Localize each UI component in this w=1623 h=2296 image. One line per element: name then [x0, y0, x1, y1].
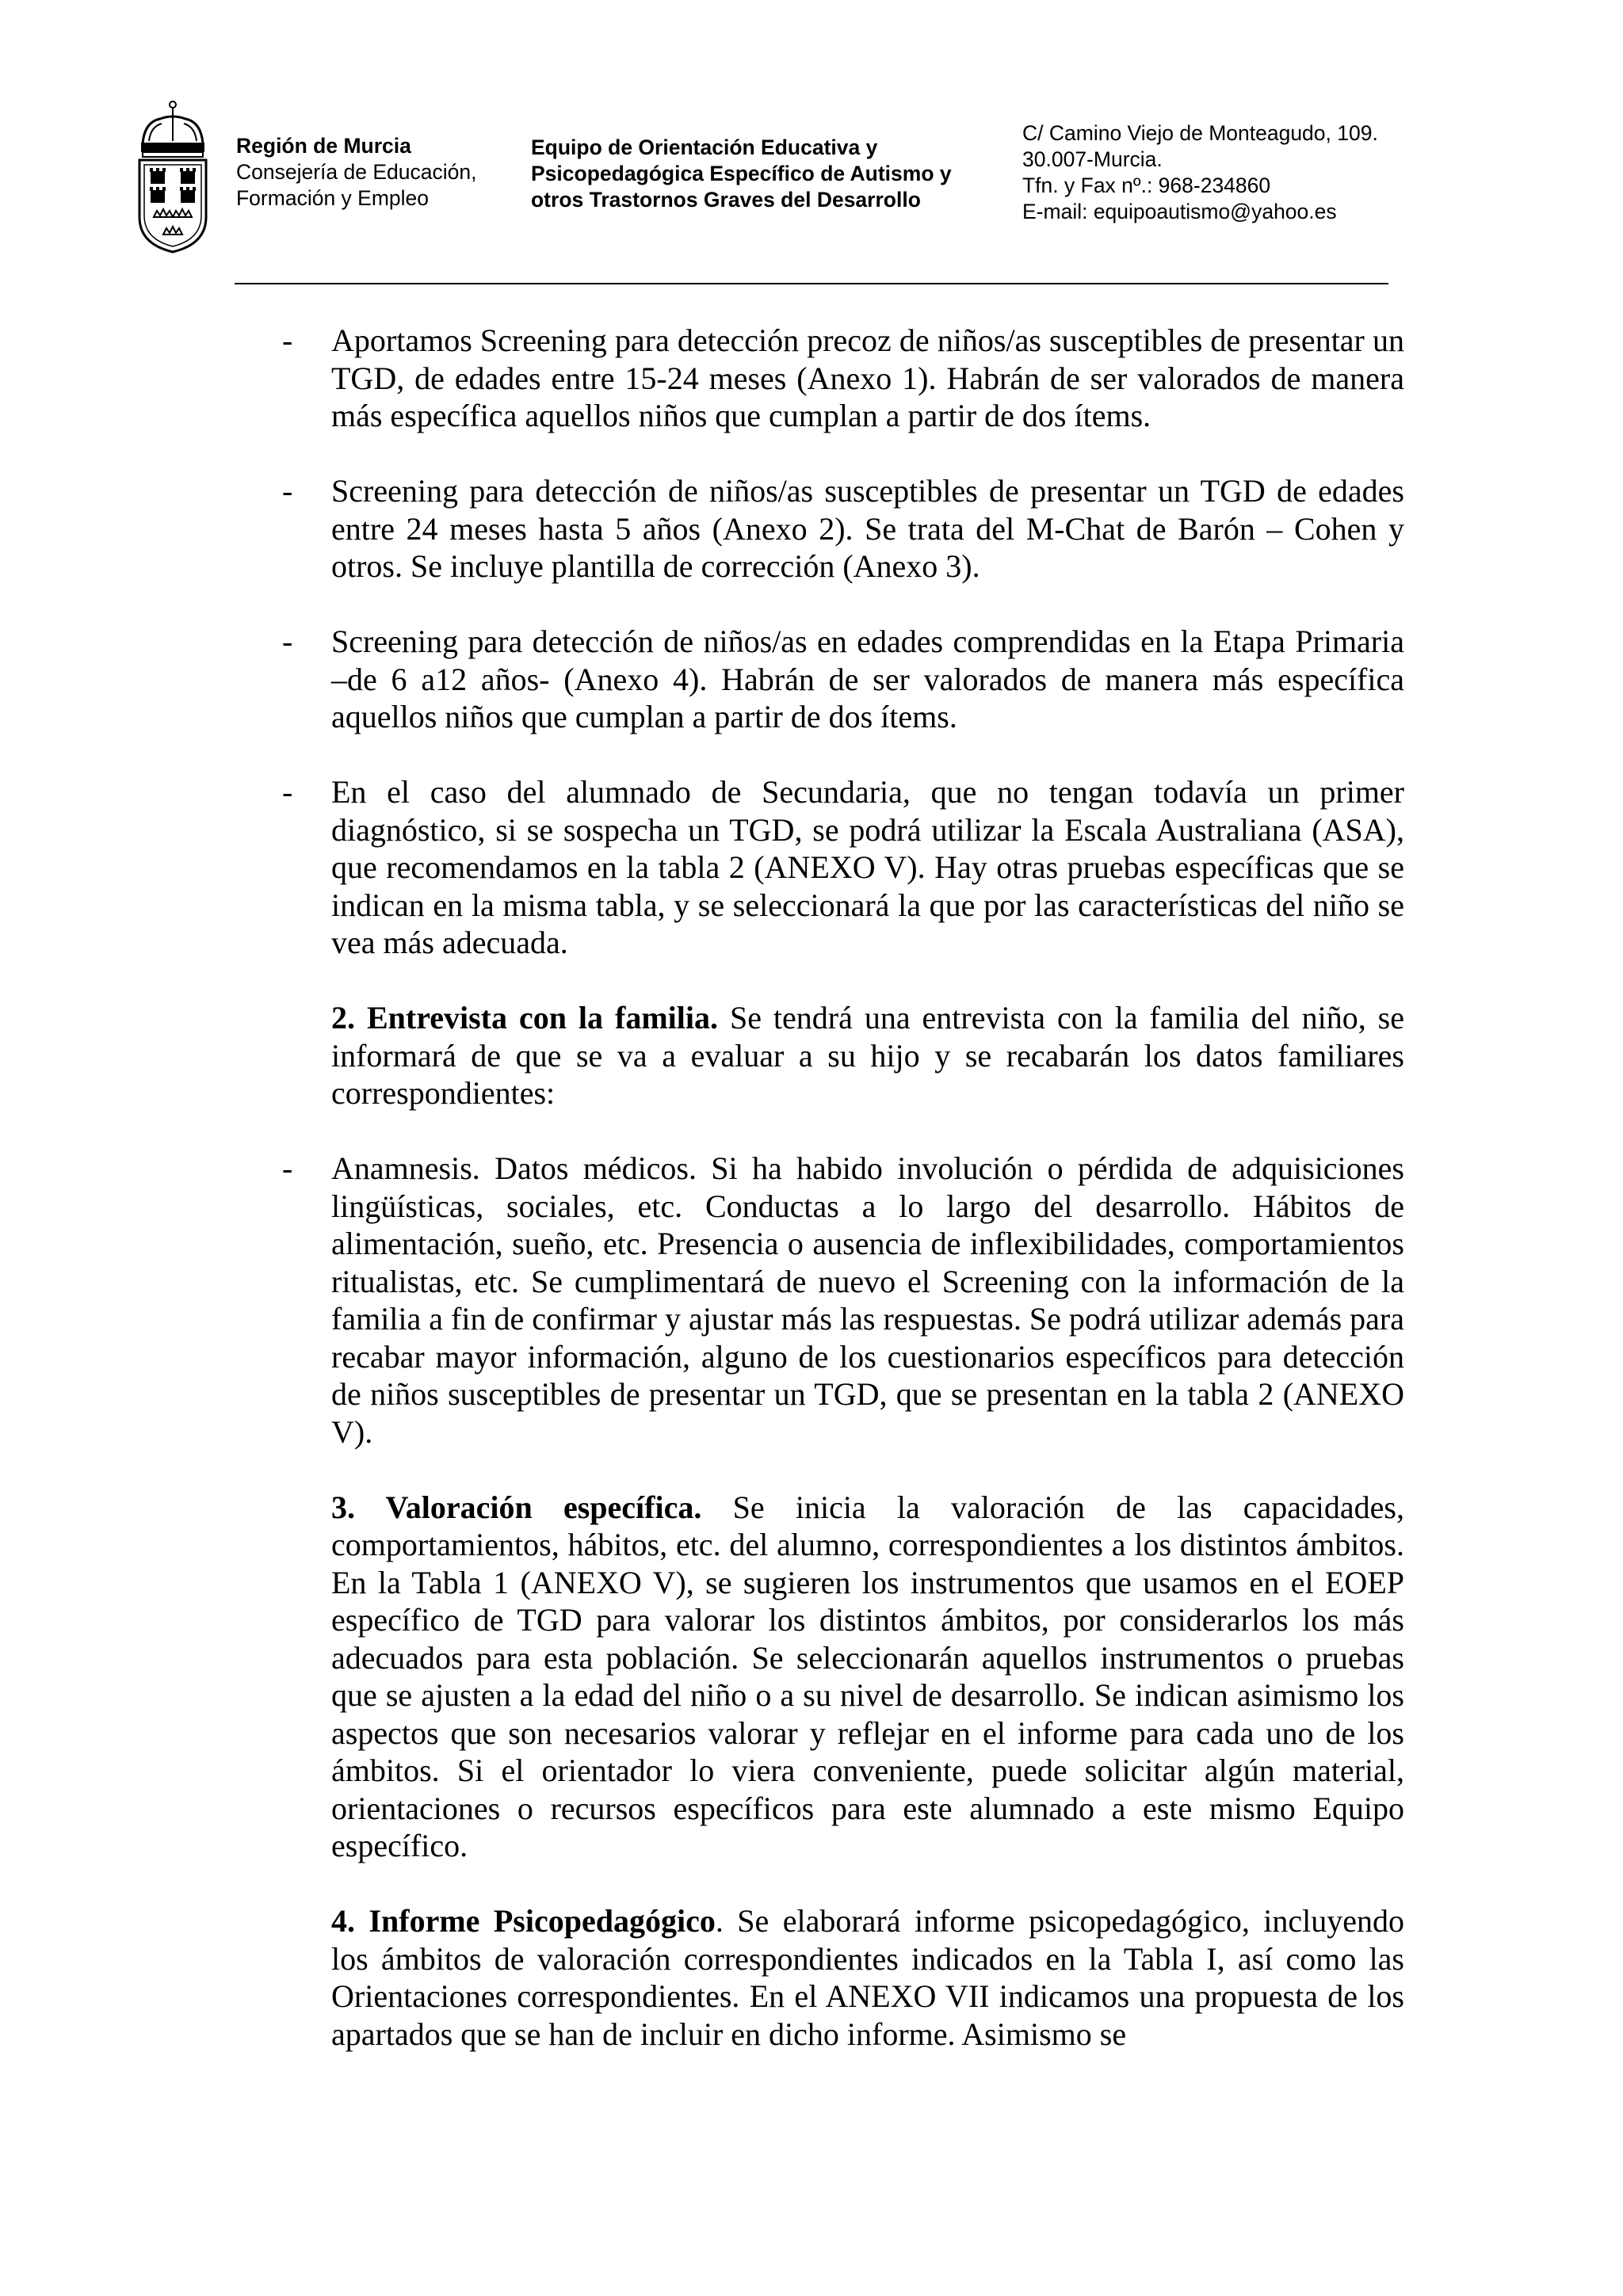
section-3-paragraph — [282, 1489, 1404, 1865]
header-divider — [235, 283, 1388, 284]
contact-email: E-mail: equipoautismo@yahoo.es — [1022, 200, 1337, 223]
document-body — [282, 322, 1404, 2053]
section-4-heading: 4. Informe Psicopedagógico — [331, 1903, 716, 1939]
team-block — [531, 135, 952, 213]
list-item — [282, 1150, 1404, 1451]
contact-address: C/ Camino Viejo de Monteagudo, 109. — [1022, 121, 1378, 145]
list-dash: - — [282, 624, 293, 659]
contact-block — [1022, 120, 1378, 225]
list-item — [282, 773, 1404, 962]
list-item-text: Screening para detección de niños/as susceptibles de presentar un TGD de edades entre 24 meses hasta 5 años (Anexo 2). Se trata del M-Chat de Barón – Cohen y otros. Se incluye plantilla de corrección (Anexo 3). — [331, 473, 1404, 584]
contact-city: 30.007-Murcia. — [1022, 147, 1163, 171]
region-title: Región de Murcia — [236, 134, 411, 158]
section-4-paragraph — [282, 1902, 1404, 2053]
section-4-text: . Se elaborará informe psicopedagógico, incluyendo los ámbitos de valoración correspondientes indicados en la Tabla I, así como las Orientaciones correspondientes. En el ANEXO VII indicamos una propuesta de los apartados que se han de incluir en dicho informe. Asimismo se — [331, 1903, 1404, 2052]
list-dash: - — [282, 322, 293, 358]
region-block — [236, 133, 476, 212]
list-item — [282, 623, 1404, 736]
list-dash: - — [282, 774, 293, 810]
contact-phone: Tfn. y Fax nº.: 968-234860 — [1022, 174, 1271, 197]
team-line-3: otros Trastornos Graves del Desarrollo — [531, 188, 921, 212]
list-item — [282, 472, 1404, 585]
list-item-text: Anamnesis. Datos médicos. Si ha habido involución o pérdida de adquisiciones lingüísticas, sociales, etc. Conductas a lo largo del desarrollo. Hábitos de alimentación, sueño, etc. Presencia o ausencia de inflexibilidades, comportamientos ritualistas, etc. Se cumplimentará de nuevo el Screening con la información de la familia a fin de confirmar y ajustar más las respuestas. Se podrá utilizar además para recabar mayor información, alguno de los cuestionarios específicos para detección de niños susceptibles de presentar un TGD, que se presentan en la tabla 2 (ANEXO V). — [331, 1150, 1404, 1450]
region-line-3: Formación y Empleo — [236, 186, 430, 210]
list-item — [282, 322, 1404, 435]
section-3-text: Se inicia la valoración de las capacidades, comportamientos, hábitos, etc. del alumno, correspondientes a los distintos ámbitos. En la Tabla 1 (ANEXO V), se sugieren los instrumentos que usamos en el EOEP específico de TGD para valorar los distintos ámbitos, por considerarlos los más adecuados para esta población. Se seleccionarán aquellos instrumentos o pruebas que se ajusten a la edad del niño o a su nivel de desarrollo. Se indican asimismo los aspectos que son necesarios valorar y reflejar en el informe para cada uno de los ámbitos. Si el orientador lo viera conveniente, puede solicitar algún material, orientaciones o recursos específicos para este alumnado a este mismo Equipo específico. — [331, 1489, 1404, 1863]
list-item-text: Screening para detección de niños/as en edades comprendidas en la Etapa Primaria –de 6 a12 años- (Anexo 4). Habrán de ser valorados de manera más específica aquellos niños que cumplan a partir de dos ítems. — [331, 624, 1404, 734]
section-2-paragraph — [282, 999, 1404, 1112]
team-line-1: Equipo de Orientación Educativa y — [531, 135, 878, 159]
region-line-2: Consejería de Educación, — [236, 160, 477, 184]
region-de-murcia-coat-of-arms-icon — [136, 98, 209, 255]
list-dash: - — [282, 1150, 293, 1186]
list-item-text: En el caso del alumnado de Secundaria, que no tengan todavía un primer diagnóstico, si se sospecha un TGD, se podrá utilizar la Escala Australiana (ASA), que recomendamos en la tabla 2 (ANEXO V). Hay otras pruebas específicas que se indican en la misma tabla, y se seleccionará la que por las características del niño se vea más adecuada. — [331, 774, 1404, 960]
team-line-2: Psicopedagógica Específico de Autismo y — [531, 162, 952, 185]
section-3-heading: 3. Valoración específica. — [331, 1489, 702, 1525]
section-2-heading: 2. Entrevista con la familia. — [331, 1000, 718, 1035]
list-dash: - — [282, 473, 293, 509]
section-2-text: Se tendrá una entrevista con la familia del niño, se informará de que se va a evaluar a su hijo y se recabarán los datos familiares correspondientes: — [331, 1000, 1405, 1111]
letterhead — [0, 0, 1623, 301]
list-item-text: Aportamos Screening para detección precoz de niños/as susceptibles de presentar un TGD, de edades entre 15-24 meses (Anexo 1). Habrán de ser valorados de manera más específica aquellos niños que cumplan a partir de dos ítems. — [331, 322, 1404, 433]
